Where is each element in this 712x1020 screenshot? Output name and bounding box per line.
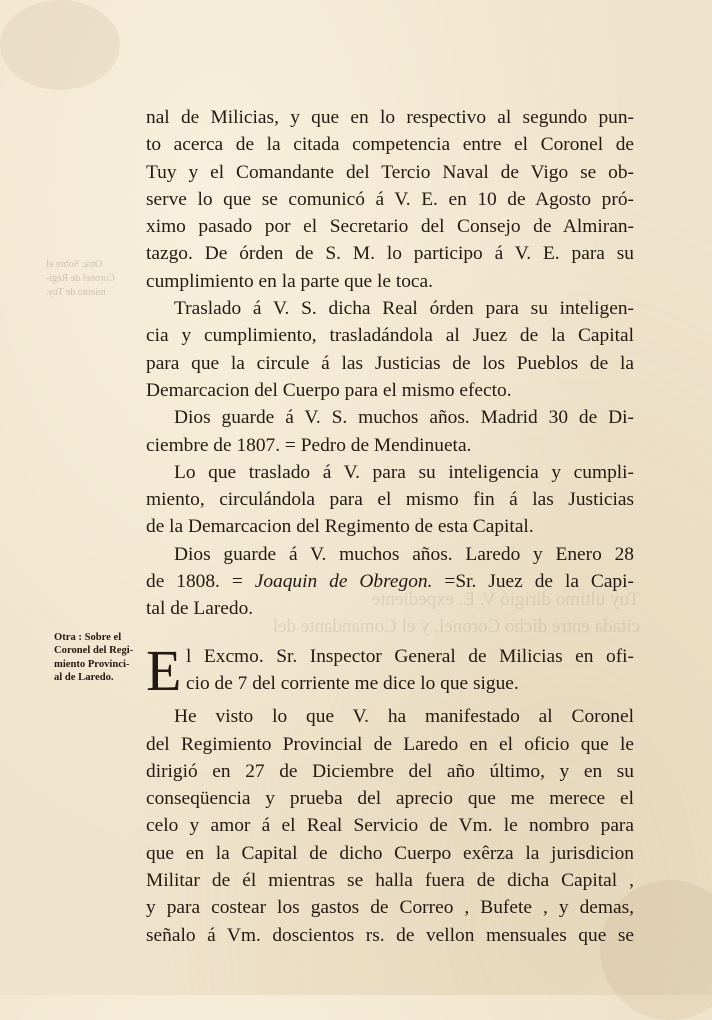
text-line: miento, circulándola para el mismo fin á las Justicias [146,489,634,511]
text-line: cumplimiento en la parte que le toca. [146,270,433,292]
paragraph-salutation-madrid [146,404,634,459]
text-line: que en la Capital de dicho Cuerpo exêrza la jurisdicion [146,842,634,864]
body-text [146,104,634,949]
drop-cap: E [146,637,182,703]
margin-note-line: Otra : Sobre el [54,632,122,643]
text-line: señalo á Vm. doscientos rs. de vellon mensuales que se [146,924,634,946]
text-line: Dios guarde á V. S. muchos años. Madrid 30 de Di- [174,407,634,429]
text-line: to acerca de la citada competencia entre el Coronel de [146,134,634,156]
text-line: Dios guarde á V. muchos años. Laredo y Enero 28 [174,543,634,565]
text-line: l Excmo. Sr. Inspector General de Milicias en ofi- [186,645,634,667]
bleed-through-text: Tuy ultimo dirigió V. E. expediente citada entre dicho Coronel, y el Comandante del [272,589,640,637]
signatory-name: Joaquin de Obregon. [254,571,433,593]
text-line: ximo pasado por el Secretario del Consejo de Almiran- [146,216,634,238]
margin-note [54,631,150,684]
text-line: ciembre de 1807. = Pedro de Mendinueta. [146,434,472,456]
margin-note-line: al de Laredo. [54,671,114,683]
paper-stain [0,0,120,90]
text-line: y para costear los gastos de Correo , Bufete , y demas, [146,897,634,919]
text-line: para que la circule á las Justicias de los Pueblos de la [146,352,634,374]
text-line: cio de 7 del corriente me dice lo que sigue. [186,672,519,694]
paragraph-continuation [146,104,634,295]
text-line: conseqüencia y prueba del aprecio que me merece el [146,788,634,810]
margin-note-line: Coronel del Regi- [54,645,134,657]
paragraph-lo-que-traslado [146,459,634,541]
paragraph-quoted-letter [146,703,634,949]
text-line: Lo que traslado á V. para su inteligencia y cumpli- [174,461,634,483]
bleed-through-text: Otra: Sobre el Coronel de Regi- miento de Tuy. [46,259,115,298]
text-line: nal de Milicias, y que en lo respectivo al segundo pun- [146,107,634,128]
addressee-text: =Sr. Juez de la Capi- [432,571,634,593]
text-line: Demarcacion del Cuerpo para el mismo efecto. [146,379,512,401]
text-line: dirigió en 27 de Diciembre del año último, y en su [146,760,634,782]
text-line: de la Demarcacion del Regimento de esta Capital. [146,516,534,538]
text-line [146,568,634,595]
text-line: serve lo que se comunicó á V. E. en 10 de Agosto pró- [146,188,634,210]
text-line: Militar de él mientras se halla fuera de dicha Capital , [146,870,634,892]
text-line: Tuy y el Comandante del Tercio Naval de Vigo se ob- [146,161,634,183]
section-gap [146,623,634,643]
text-line: cia y cumplimiento, trasladándola al Juez de la Capital [146,325,634,347]
date-text: de 1808. = [146,571,255,593]
text-line: He visto lo que V. ha manifestado al Coronel [174,706,634,728]
text-line: tazgo. De órden de S. M. lo participo á V. E. para su [146,243,634,265]
text-line: celo y amor á el Real Servicio de Vm. le nombro para [146,815,634,837]
text-line: tal de Laredo. [146,598,254,620]
margin-note-line: miento Provinci- [54,658,130,670]
paragraph-traslado [146,295,634,404]
text-line: Traslado á V. S. dicha Real órden para su inteligen- [174,298,634,320]
text-line: del Regimiento Provincial de Laredo en el oficio que le [146,733,634,755]
paragraph-salutation-laredo [146,541,634,623]
paragraph-new-order [146,637,634,703]
